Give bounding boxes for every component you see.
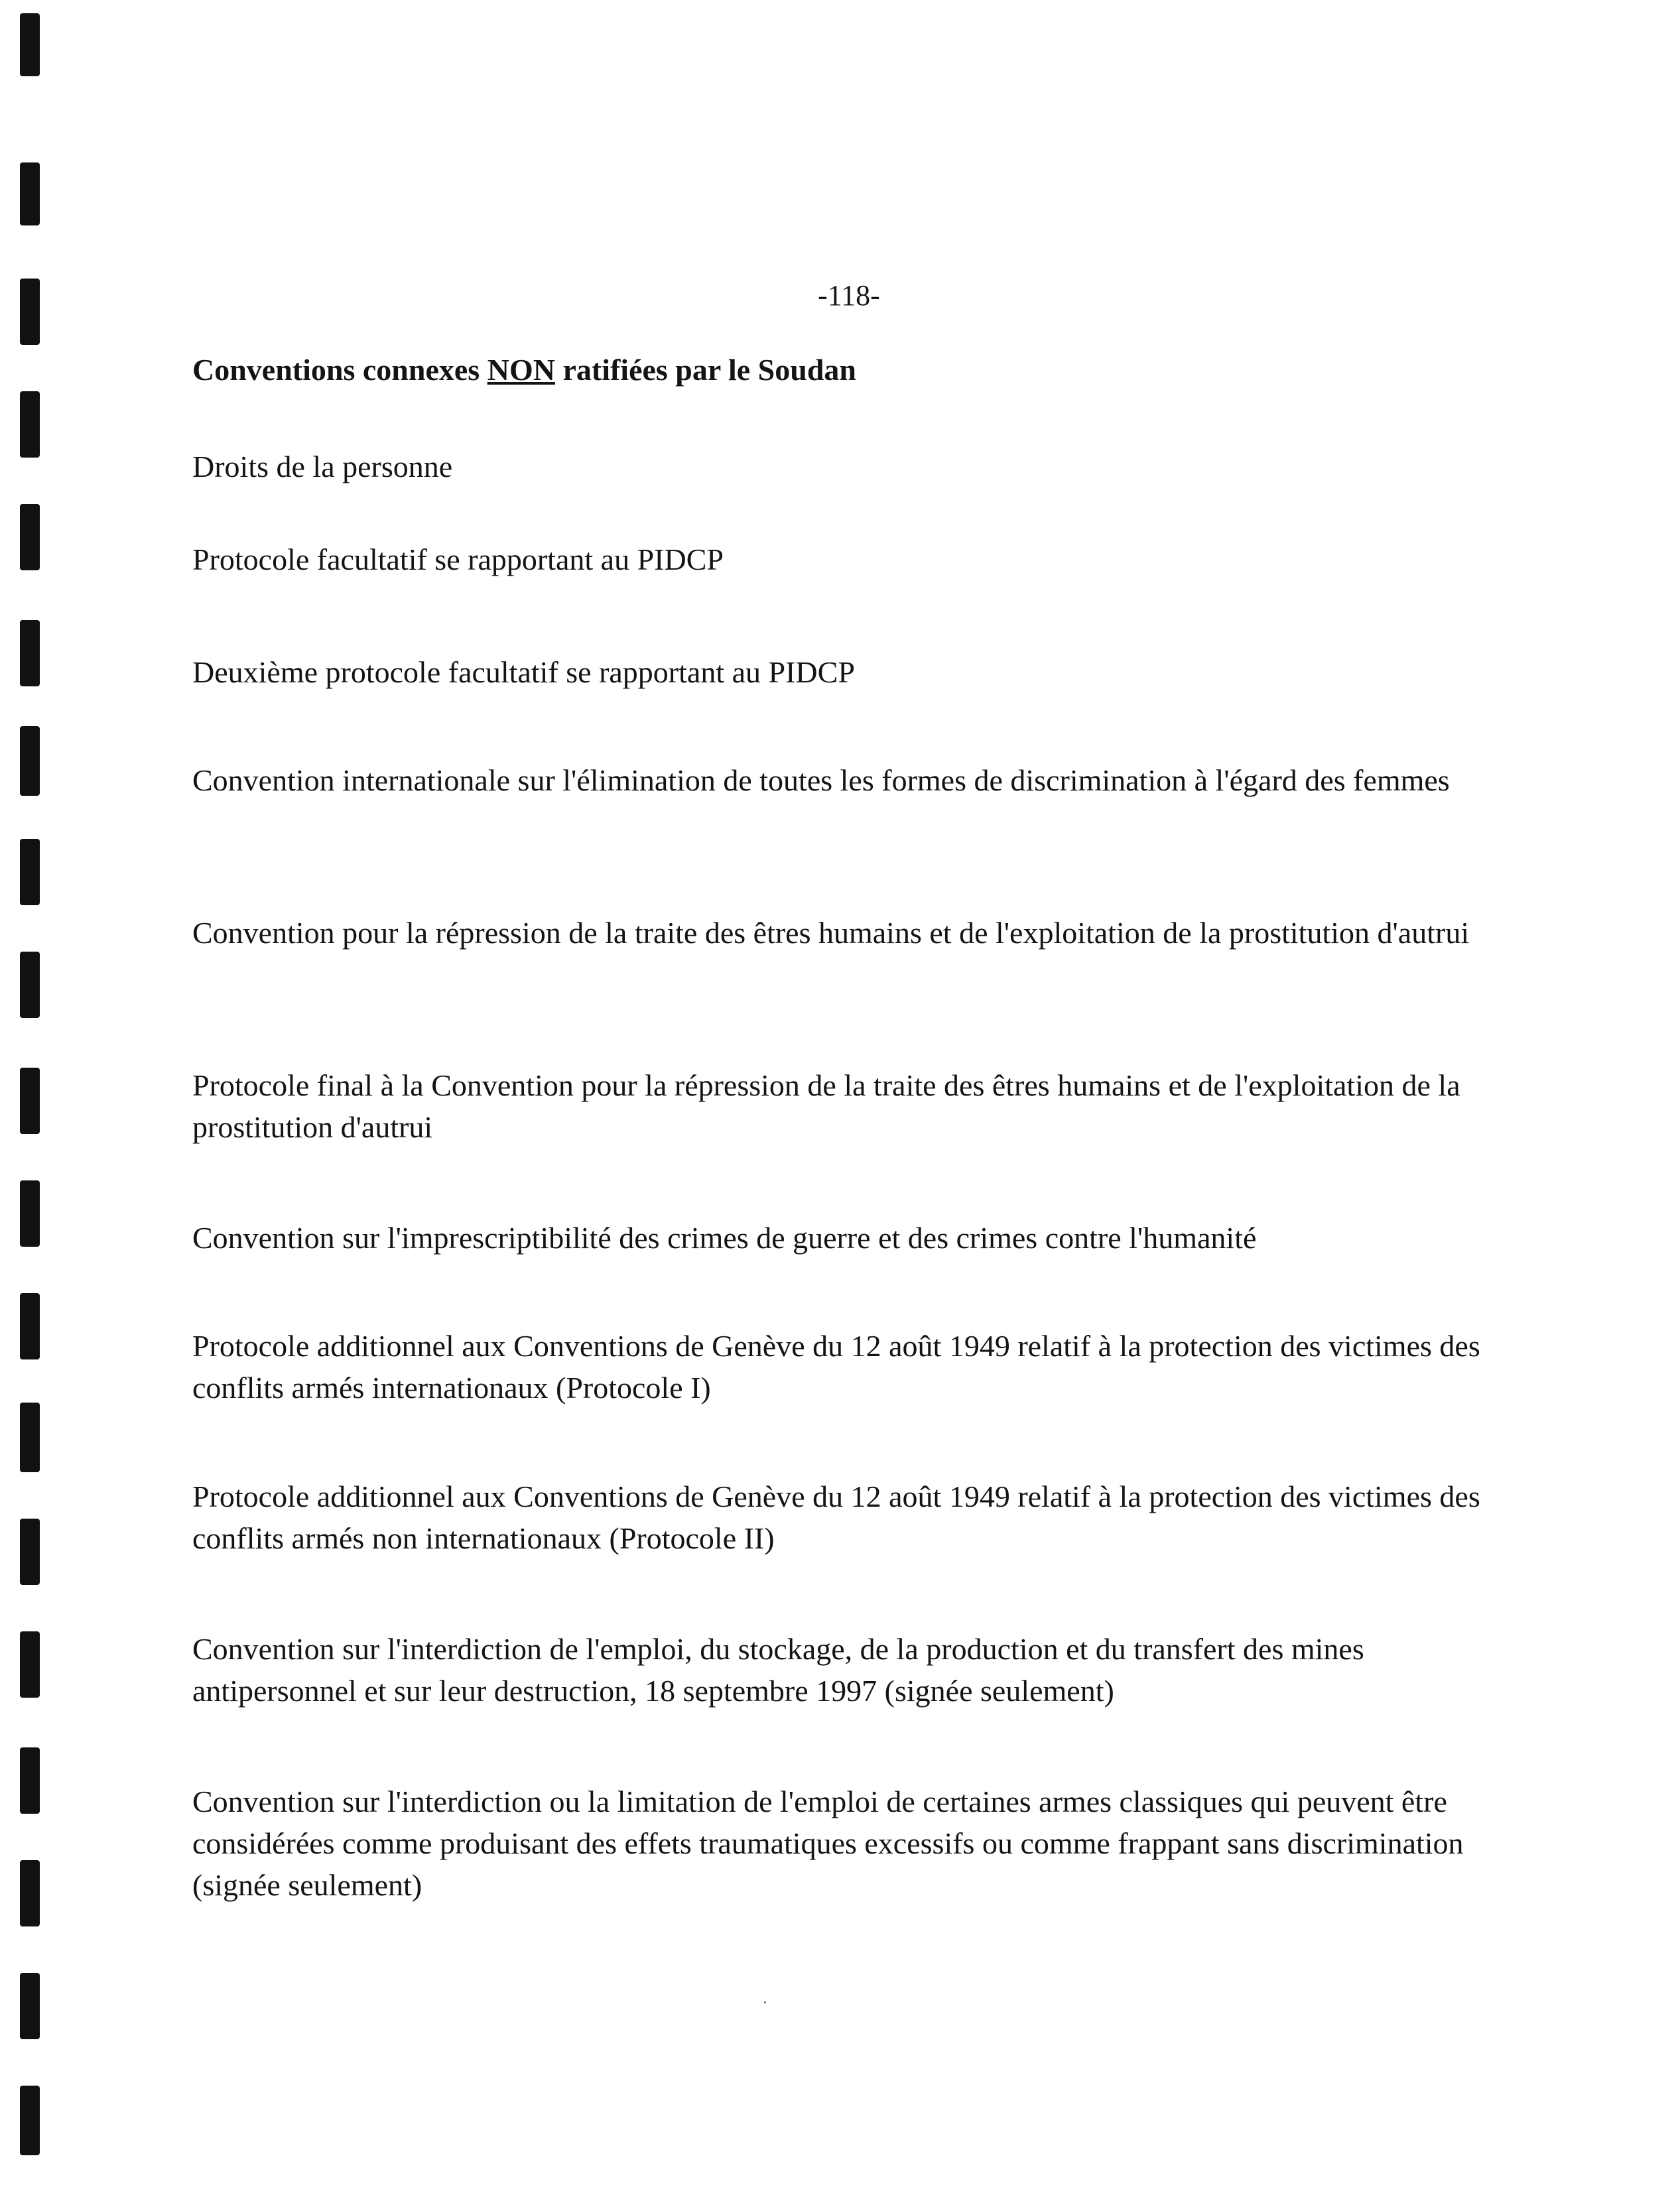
scan-speck [764,2001,766,2003]
punch-mark [20,1068,40,1134]
binding-punch-marks [0,0,60,2205]
entry-droits-de-la-personne: Droits de la personne [192,450,453,483]
entry-protocole-final-traite: Protocole final à la Convention pour la répression de la traite des êtres humains et de l'exploitation de la prostitution d'autrui [192,1068,1460,1144]
punch-mark [20,1747,40,1814]
entry-convention-discrimination-femmes: Convention internationale sur l'élimination de toutes les formes de discrimination à l'égard des femmes [192,763,1450,797]
entry-convention-imprescriptibilite: Convention sur l'imprescriptibilité des crimes de guerre et des crimes contre l'humanité [192,1221,1257,1255]
heading-emphasis: NON [487,353,555,387]
punch-mark [20,1631,40,1698]
punch-mark [20,952,40,1018]
punch-mark [20,2086,40,2155]
entry-protocole-additionnel-1: Protocole additionnel aux Conventions de Genève du 12 août 1949 relatif à la protection des victimes des conflits armés internationaux (Protocole I) [192,1329,1480,1405]
punch-mark [20,839,40,905]
entry-deuxieme-protocole-pidcp: Deuxième protocole facultatif se rapportant au PIDCP [192,655,855,689]
punch-mark [20,620,40,686]
punch-mark [20,279,40,345]
punch-mark [20,162,40,225]
entry-convention-traite-etres-humains: Convention pour la répression de la traite des êtres humains et de l'exploitation de la prostitution d'autrui [192,916,1470,950]
heading-text: Conventions connexes [192,353,487,387]
punch-mark [20,13,40,76]
section-heading [192,351,856,389]
entry-convention-armes-classiques: Convention sur l'interdiction ou la limitation de l'emploi de certaines armes classiques qui peuvent être considérées comme produisant des effets traumatiques excessifs ou comme frappant sans discrimination (signée seulement) [192,1785,1464,1902]
entry-protocole-facultatif-pidcp: Protocole facultatif se rapportant au PIDCP [192,542,724,576]
punch-mark [20,504,40,570]
heading-text: ratifiées par le Soudan [554,353,857,387]
punch-mark [20,726,40,796]
punch-mark [20,1973,40,2039]
punch-mark [20,1180,40,1247]
page-number: -118- [818,279,880,312]
punch-mark [20,1403,40,1472]
punch-mark [20,1519,40,1585]
entry-protocole-additionnel-2: Protocole additionnel aux Conventions de Genève du 12 août 1949 relatif à la protection des victimes des conflits armés non internationaux (Protocole II) [192,1480,1480,1555]
punch-mark [20,1293,40,1359]
punch-mark [20,1860,40,1926]
punch-mark [20,391,40,458]
entry-convention-mines-antipersonnel: Convention sur l'interdiction de l'emploi, du stockage, de la production et du transfert des mines antipersonnel et sur leur destruction, 18 septembre 1997 (signée seulement) [192,1632,1364,1708]
